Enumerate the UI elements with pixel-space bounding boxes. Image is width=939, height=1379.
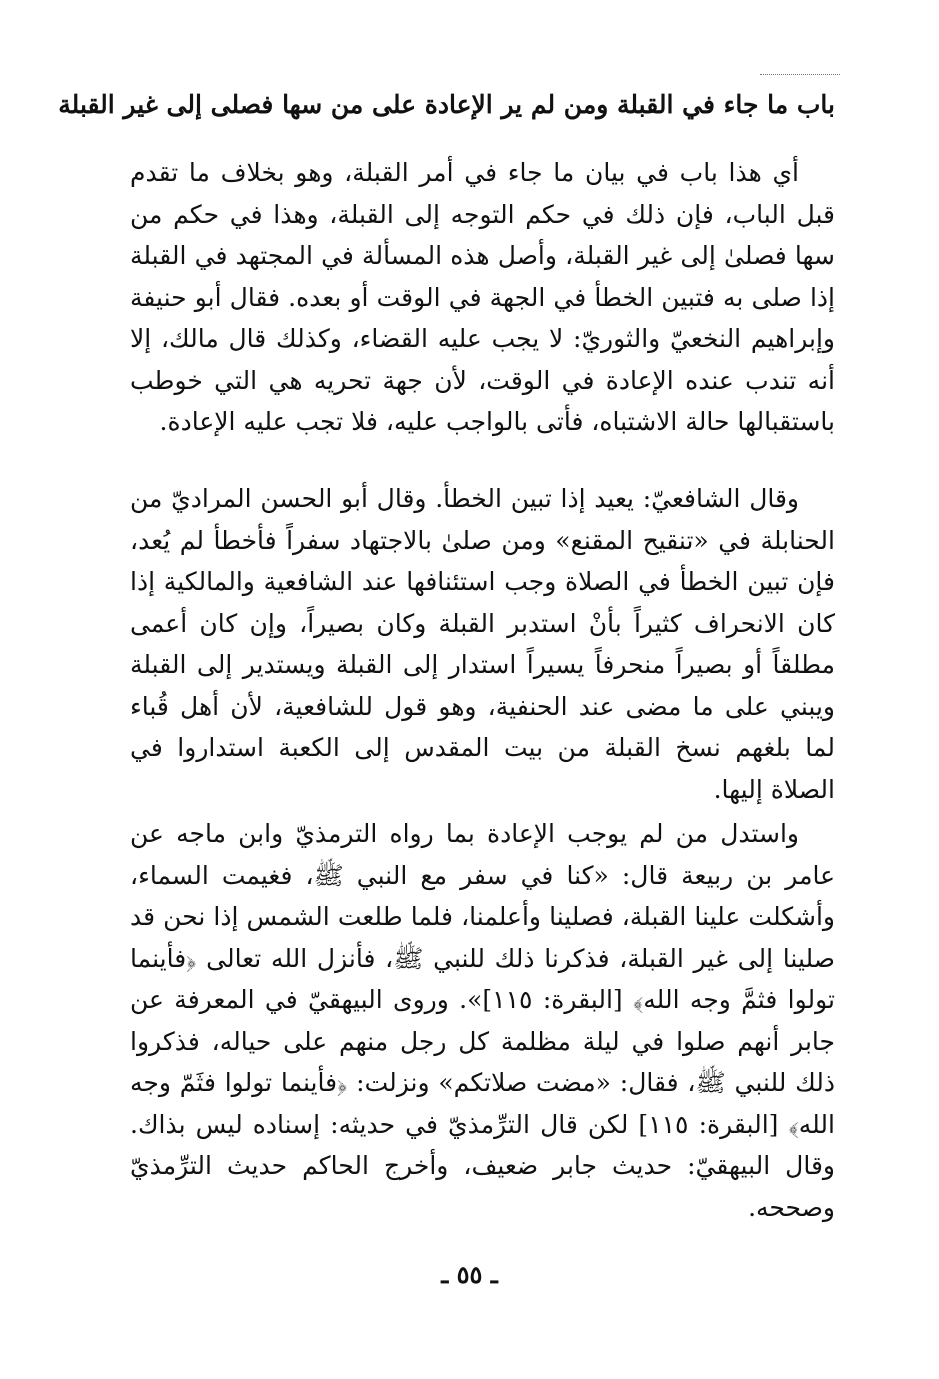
paragraph-2: وقال الشافعيّ: يعيد إذا تبين الخطأ. وقال أبو الحسن المراديّ من الحنابلة في «تنقيح المقنع» ومن صلىٰ بالاجتهاد سفراً فأخطأ لم يُعد، فإن تبين الخطأ في الصلاة وجب استئنافها عند الشافعية والمالكية إذا كان الانحراف كثيراً بأنْ استدبر القبلة وكان بصيراً، وإن كان أعمى مطلقاً أو بصيراً منحرفاً يسيراً استدار إلى القبلة ويستدير إلى القبلة ويبني على ما مضى عند الحنفية، وهو قول للشافعية، لأن أهل قُباء لما بلغهم نسخ القبلة من بيت المقدس إلى الكعبة استداروا في الصلاة إليها. (130, 484, 835, 804)
chapter-title: باب ما جاء في القبلة ومن لم ير الإعادة على من سها فصلى إلى غير القبلة (58, 90, 835, 119)
page-number: ـ ٥٥ ـ (441, 1260, 498, 1289)
header-rule (760, 74, 840, 75)
paragraph-3: واستدل من لم يوجب الإعادة بما رواه الترمذيّ وابن ماجه عن عامر بن ربيعة قال: «كنا في سفر مع النبي ﷺ، فغيمت السماء، وأشكلت علينا القبلة، فصلينا وأعلمنا، فلما طلعت الشمس إذا نحن قد صلينا إلى غير القبلة، فذكرنا ذلك للنبي ﷺ، فأنزل الله تعالى ﴿فأينما تولوا فثمَّ وجه الله﴾ [البقرة: ١١٥]». وروى البيهقيّ في المعرفة عن جابر أنهم صلوا في ليلة مظلمة كل رجل منهم على حياله، فذكروا ذلك للنبي ﷺ، فقال: «مضت صلاتكم» ونزلت: ﴿فأينما تولوا فثَمّ وجه الله﴾ [البقرة: ١١٥] لكن قال الترِّمذيّ في حديثه: إسناده ليس بذاك. وقال البيهقيّ: حديث جابر ضعيف، وأخرج الحاكم حديث الترِّمذيّ وصححه. (130, 819, 835, 1222)
paragraph-1: أي هذا باب في بيان ما جاء في أمر القبلة، وهو بخلاف ما تقدم قبل الباب، فإن ذلك في حكم التوجه إلى القبلة، وهذا في حكم من سها فصلىٰ إلى غير القبلة، وأصل هذه المسألة في المجتهد في القبلة إذا صلى به فتبين الخطأ في الجهة في الوقت أو بعده. فقال أبو حنيفة وإبراهيم النخعيّ والثوريّ: لا يجب عليه القضاء، وكذلك قال مالك، إلا أنه تندب عنده الإعادة في الوقت، لأن جهة تحريه هي التي خوطب باستقبالها حالة الاشتباه، فأتى بالواجب عليه، فلا تجب عليه الإعادة. (130, 158, 835, 436)
